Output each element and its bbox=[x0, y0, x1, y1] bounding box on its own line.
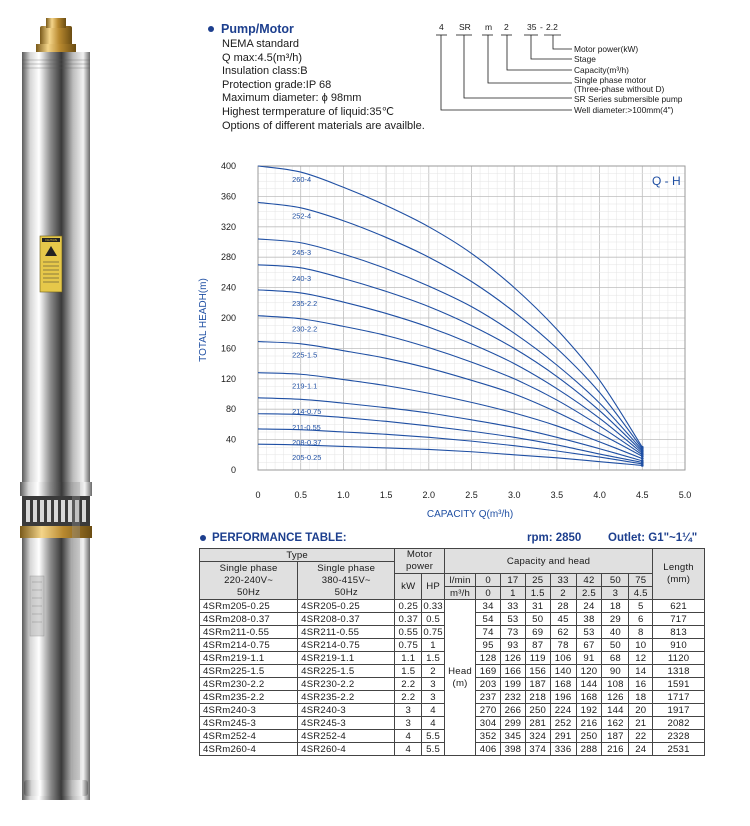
series-label: 205-0.25 bbox=[292, 453, 322, 463]
head-value: 108 bbox=[602, 678, 629, 691]
lmin-value: 33 bbox=[550, 574, 576, 587]
type-header: Type bbox=[200, 549, 395, 562]
head-value: 31 bbox=[525, 600, 550, 613]
model-code-diagram bbox=[430, 16, 720, 126]
series-label: 245-3 bbox=[292, 247, 312, 257]
hp-value: 3 bbox=[422, 678, 445, 691]
m3h-value: 2.5 bbox=[576, 587, 602, 600]
head-value: 54 bbox=[476, 613, 501, 626]
code-part-4: 4 bbox=[439, 22, 444, 32]
head-value: 266 bbox=[501, 704, 526, 717]
head-value: 93 bbox=[501, 639, 526, 652]
x-tick-label: 1.0 bbox=[337, 490, 350, 500]
head-value: 40 bbox=[602, 626, 629, 639]
x-tick-label: 4.0 bbox=[593, 490, 606, 500]
head-value: 67 bbox=[576, 639, 602, 652]
head-value: 73 bbox=[501, 626, 526, 639]
head-value: 224 bbox=[550, 704, 576, 717]
head-value: 62 bbox=[550, 626, 576, 639]
head-value: 324 bbox=[525, 730, 550, 743]
single-phase-voltage: 220-240V~ bbox=[224, 574, 274, 586]
hp-value: 2 bbox=[422, 665, 445, 678]
model-three: 4SR252-4 bbox=[298, 730, 395, 743]
head-value: 270 bbox=[476, 704, 501, 717]
model-three: 4SR245-3 bbox=[298, 717, 395, 730]
spec-line: Q max:4.5(m³/h) bbox=[222, 51, 303, 64]
head-value: 87 bbox=[525, 639, 550, 652]
kw-value: 3 bbox=[395, 704, 422, 717]
y-tick-label: 360 bbox=[220, 191, 236, 202]
head-value: 352 bbox=[476, 730, 501, 743]
x-tick-label: 3.0 bbox=[507, 490, 521, 500]
head-value: 8 bbox=[629, 626, 653, 639]
series-end-point bbox=[641, 455, 644, 458]
pump-motor-specs bbox=[208, 22, 438, 133]
length-value: 1120 bbox=[653, 652, 705, 665]
head-value: 345 bbox=[501, 730, 526, 743]
hp-value: 5.5 bbox=[422, 743, 445, 756]
y-tick-label: 400 bbox=[220, 161, 236, 171]
model-single: 4SRm240-3 bbox=[200, 704, 298, 717]
head-value: 169 bbox=[476, 665, 501, 678]
model-three: 4SR211-0.55 bbox=[298, 626, 395, 639]
head-value: 21 bbox=[629, 717, 653, 730]
length-value: 813 bbox=[653, 626, 705, 639]
head-value: 5 bbox=[629, 600, 653, 613]
three-phase-header bbox=[298, 562, 395, 600]
model-three: 4SR205-0.25 bbox=[298, 600, 395, 613]
performance-table bbox=[199, 548, 705, 756]
motor-power-header: Motor power bbox=[395, 549, 445, 574]
x-tick-label: 0.5 bbox=[294, 490, 307, 500]
x-tick-label: 1.5 bbox=[379, 490, 393, 500]
specs-title-text: Pump/Motor bbox=[221, 22, 294, 36]
code-label-stage: Stage bbox=[574, 54, 596, 64]
hp-value: 4 bbox=[422, 704, 445, 717]
chart-y-label: TOTAL HEADH(m) bbox=[198, 278, 209, 362]
caution-text: CAUTION bbox=[45, 239, 57, 243]
m3h-value: 1.5 bbox=[525, 587, 550, 600]
length-value: 1717 bbox=[653, 691, 705, 704]
head-value: 199 bbox=[501, 678, 526, 691]
kw-value: 4 bbox=[395, 743, 422, 756]
head-value: 28 bbox=[550, 600, 576, 613]
head-value: 162 bbox=[602, 717, 629, 730]
head-value: 69 bbox=[525, 626, 550, 639]
qh-chart bbox=[190, 156, 710, 526]
head-value: 281 bbox=[525, 717, 550, 730]
head-value: 237 bbox=[476, 691, 501, 704]
series-label: 260-4 bbox=[292, 175, 312, 184]
code-part-sr: SR bbox=[459, 22, 471, 32]
head-value: 140 bbox=[550, 665, 576, 678]
kw-value: 0.55 bbox=[395, 626, 422, 639]
head-value: 288 bbox=[576, 743, 602, 756]
head-value: 119 bbox=[525, 652, 550, 665]
three-phase-voltage: 380-415V~ bbox=[321, 574, 371, 586]
three-phase-label: Single phase bbox=[317, 562, 376, 574]
top-cap bbox=[22, 52, 90, 72]
code-part-2: 2 bbox=[504, 22, 509, 32]
series-label: 214-0.75 bbox=[292, 406, 322, 416]
chart-series bbox=[258, 166, 644, 467]
x-tick-label: 0 bbox=[255, 490, 261, 500]
length-value: 1917 bbox=[653, 704, 705, 717]
warning-label bbox=[40, 236, 62, 292]
model-single: 4SRm230-2.2 bbox=[200, 678, 298, 691]
model-single: 4SRm225-1.5 bbox=[200, 665, 298, 678]
head-value: 29 bbox=[602, 613, 629, 626]
head-value: 187 bbox=[602, 730, 629, 743]
head-value: 12 bbox=[629, 652, 653, 665]
series-label: 211-0.55 bbox=[292, 422, 321, 432]
head-value: 144 bbox=[576, 678, 602, 691]
head-value: 168 bbox=[550, 678, 576, 691]
m3h-header: m³/h bbox=[444, 587, 475, 600]
head-value: 196 bbox=[550, 691, 576, 704]
head-value: 192 bbox=[576, 704, 602, 717]
performance-table-body bbox=[200, 600, 705, 756]
model-single: 4SRm205-0.25 bbox=[200, 600, 298, 613]
single-phase-header bbox=[200, 562, 298, 600]
model-three: 4SR230-2.2 bbox=[298, 678, 395, 691]
lmin-value: 17 bbox=[501, 574, 526, 587]
head-value: 74 bbox=[476, 626, 501, 639]
head-value: 156 bbox=[525, 665, 550, 678]
x-tick-label: 2.0 bbox=[422, 490, 436, 500]
head-value: 232 bbox=[501, 691, 526, 704]
model-three: 4SR235-2.2 bbox=[298, 691, 395, 704]
lmin-value: 75 bbox=[629, 574, 653, 587]
head-value: 33 bbox=[501, 600, 526, 613]
brass-outlet bbox=[36, 18, 76, 52]
head-value: 126 bbox=[602, 691, 629, 704]
y-tick-label: 40 bbox=[225, 434, 236, 445]
kw-value: 4 bbox=[395, 730, 422, 743]
kw-value: 1.1 bbox=[395, 652, 422, 665]
lmin-value: 25 bbox=[525, 574, 550, 587]
code-label-capacity: Capacity(m³/h) bbox=[574, 65, 629, 75]
code-label-well-diameter: Well diameter:>100mm(4") bbox=[574, 105, 674, 115]
code-leader-lines bbox=[436, 35, 572, 110]
head-value: 291 bbox=[550, 730, 576, 743]
lmin-value: 50 bbox=[602, 574, 629, 587]
m3h-value: 1 bbox=[501, 587, 526, 600]
model-single: 4SRm235-2.2 bbox=[200, 691, 298, 704]
series-label: 252-4 bbox=[292, 211, 312, 221]
series-label: 225-1.5 bbox=[292, 350, 318, 360]
chart-y-ticks bbox=[221, 161, 236, 475]
bullet-dot bbox=[208, 26, 214, 32]
head-value: 45 bbox=[550, 613, 576, 626]
performance-table-header bbox=[200, 530, 705, 546]
length-value: 717 bbox=[653, 613, 705, 626]
head-value: 250 bbox=[525, 704, 550, 717]
model-three: 4SR225-1.5 bbox=[298, 665, 395, 678]
length-value: 1318 bbox=[653, 665, 705, 678]
head-value: 203 bbox=[476, 678, 501, 691]
lmin-value: 42 bbox=[576, 574, 602, 587]
head-value: 144 bbox=[602, 704, 629, 717]
outlet-text: Outlet: G1"~1¼" bbox=[608, 532, 698, 544]
head-value: 50 bbox=[525, 613, 550, 626]
series-label: 208-0.37 bbox=[292, 437, 322, 447]
table-row bbox=[200, 600, 705, 613]
head-value: 216 bbox=[602, 743, 629, 756]
head-value: 304 bbox=[476, 717, 501, 730]
model-single: 4SRm211-0.55 bbox=[200, 626, 298, 639]
code-part-m: m bbox=[485, 22, 493, 32]
head-value: 120 bbox=[576, 665, 602, 678]
hp-value: 0.75 bbox=[423, 626, 443, 638]
hp-value: 0.33 bbox=[423, 600, 443, 612]
head-value: 14 bbox=[629, 665, 653, 678]
head-value: 250 bbox=[576, 730, 602, 743]
motor-nameplate bbox=[30, 576, 44, 636]
m3h-value: 3 bbox=[602, 587, 629, 600]
head-value: 68 bbox=[602, 652, 629, 665]
m3h-value: 2 bbox=[550, 587, 576, 600]
model-single: 4SRm245-3 bbox=[200, 717, 298, 730]
spec-line: NEMA standard bbox=[222, 38, 300, 50]
x-tick-label: 3.5 bbox=[550, 490, 564, 500]
kw-value: 2.2 bbox=[395, 678, 422, 691]
kw-value: 1.5 bbox=[395, 665, 422, 678]
head-value: 20 bbox=[629, 704, 653, 717]
code-label-three-phase: (Three-phase without D) bbox=[574, 84, 665, 94]
model-three: 4SR214-0.75 bbox=[298, 639, 395, 652]
head-value: 168 bbox=[576, 691, 602, 704]
spec-line: Options of different materials are availble. bbox=[222, 119, 425, 132]
head-value: 53 bbox=[501, 613, 526, 626]
head-value: 24 bbox=[629, 743, 653, 756]
series-label: 235-2.2 bbox=[292, 298, 318, 308]
head-value: 398 bbox=[501, 743, 526, 756]
m3h-value: 0 bbox=[476, 587, 501, 600]
kw-value: 0.37 bbox=[395, 613, 422, 626]
lmin-header: l/min bbox=[444, 574, 475, 587]
head-value: 166 bbox=[501, 665, 526, 678]
model-single: 4SRm260-4 bbox=[200, 743, 298, 756]
lmin-value: 0 bbox=[476, 574, 501, 587]
length-value: 2082 bbox=[653, 717, 705, 730]
length-value: 1591 bbox=[653, 678, 705, 691]
model-three: 4SR208-0.37 bbox=[298, 613, 395, 626]
head-value: 24 bbox=[576, 600, 602, 613]
head-value: 126 bbox=[501, 652, 526, 665]
y-tick-label: 80 bbox=[225, 404, 236, 415]
y-tick-label: 160 bbox=[220, 343, 236, 354]
series-end-point bbox=[641, 457, 644, 460]
series-label: 240-3 bbox=[292, 273, 312, 283]
bottom-cap bbox=[24, 780, 88, 796]
kw-value: 3 bbox=[395, 717, 422, 730]
spec-line: Insulation class:B bbox=[222, 65, 308, 78]
hp-value: 1.5 bbox=[422, 652, 445, 665]
head-value: 6 bbox=[629, 613, 653, 626]
y-tick-label: 320 bbox=[220, 221, 236, 232]
y-tick-label: 200 bbox=[220, 313, 236, 323]
pump-illustration bbox=[0, 0, 120, 826]
kw-value: 0.75 bbox=[395, 639, 422, 652]
chart-x-label: CAPACITY Q(m³/h) bbox=[426, 509, 514, 520]
intake-strainer bbox=[20, 482, 92, 538]
head-value: 22 bbox=[629, 730, 653, 743]
head-value: 252 bbox=[550, 717, 576, 730]
head-value: 18 bbox=[629, 691, 653, 704]
head-value: 106 bbox=[550, 652, 576, 665]
code-part-35: 35 bbox=[527, 22, 537, 32]
performance-table-title: PERFORMANCE TABLE: bbox=[212, 532, 347, 544]
hp-value: 1 bbox=[422, 639, 445, 652]
head-value: 53 bbox=[576, 626, 602, 639]
single-phase-label: Single phase bbox=[219, 562, 278, 574]
head-value: 16 bbox=[629, 678, 653, 691]
spec-line: Maximum diameter: ϕ 98mm bbox=[222, 92, 362, 105]
head-value: 406 bbox=[476, 743, 501, 756]
kw-header: kW bbox=[395, 574, 422, 600]
head-value: 218 bbox=[525, 691, 550, 704]
hp-value: 5.5 bbox=[422, 730, 445, 743]
code-label-sr-series: SR Series submersible pump bbox=[574, 94, 683, 104]
head-value: 187 bbox=[525, 678, 550, 691]
chart-x-ticks bbox=[255, 490, 691, 500]
hp-value: 0.5 bbox=[422, 613, 445, 626]
m3h-value: 4.5 bbox=[629, 587, 653, 600]
chart-grid bbox=[258, 166, 685, 470]
head-value: 10 bbox=[629, 639, 653, 652]
head-value: 78 bbox=[550, 639, 576, 652]
head-value: 128 bbox=[476, 652, 501, 665]
length-value: 910 bbox=[653, 639, 705, 652]
spec-line: Protection grade:IP 68 bbox=[222, 78, 332, 91]
model-three: 4SR240-3 bbox=[298, 704, 395, 717]
hp-header: HP bbox=[422, 574, 445, 600]
head-value: 91 bbox=[576, 652, 602, 665]
head-value: 299 bbox=[501, 717, 526, 730]
length-value: 2328 bbox=[653, 730, 705, 743]
head-value: 336 bbox=[550, 743, 576, 756]
y-tick-label: 120 bbox=[220, 373, 236, 384]
head-label: Head (m) bbox=[444, 600, 475, 756]
head-value: 90 bbox=[602, 665, 629, 678]
series-label: 219-1.1 bbox=[292, 381, 318, 391]
x-tick-label: 2.5 bbox=[465, 490, 478, 500]
y-tick-label: 240 bbox=[220, 282, 236, 293]
x-tick-label: 5.0 bbox=[678, 490, 692, 500]
hp-value: 4 bbox=[422, 717, 445, 730]
y-tick-label: 280 bbox=[220, 252, 236, 263]
hp-value: 3 bbox=[422, 691, 445, 704]
head-value: 374 bbox=[525, 743, 550, 756]
model-single: 4SRm214-0.75 bbox=[200, 639, 298, 652]
bullet-dot bbox=[200, 535, 206, 541]
rpm-text: rpm: 2850 bbox=[527, 532, 582, 544]
code-part-22: 2.2 bbox=[546, 22, 558, 32]
code-label-motor-power: Motor power(kW) bbox=[574, 44, 639, 54]
series-end-point bbox=[641, 464, 644, 467]
head-value: 38 bbox=[576, 613, 602, 626]
head-value: 18 bbox=[602, 600, 629, 613]
three-phase-freq: 50Hz bbox=[334, 586, 358, 598]
head-value: 95 bbox=[476, 639, 501, 652]
model-three: 4SR260-4 bbox=[298, 743, 395, 756]
kw-value: 0.25 bbox=[395, 600, 422, 613]
head-value: 50 bbox=[602, 639, 629, 652]
specs-title bbox=[208, 22, 438, 36]
y-tick-label: 0 bbox=[230, 465, 236, 475]
capacity-head-header: Capacity and head bbox=[444, 549, 652, 574]
kw-value: 2.2 bbox=[395, 691, 422, 704]
model-single: 4SRm219-1.1 bbox=[200, 652, 298, 665]
code-part-dash: - bbox=[540, 22, 543, 32]
single-phase-freq: 50Hz bbox=[236, 586, 261, 598]
length-value: 2531 bbox=[653, 743, 705, 756]
specs-list bbox=[222, 38, 438, 133]
length-header: Length (mm) bbox=[653, 549, 705, 600]
model-three: 4SR219-1.1 bbox=[298, 652, 395, 665]
code-label-single-phase: Single phase motor bbox=[574, 75, 647, 85]
spec-line: Highest termperature of liquid:35℃ bbox=[222, 105, 394, 118]
chart-title: Q - H bbox=[652, 174, 681, 188]
length-value: 621 bbox=[653, 600, 705, 613]
model-single: 4SRm252-4 bbox=[200, 730, 298, 743]
cable-guard bbox=[72, 482, 80, 782]
model-single: 4SRm208-0.37 bbox=[200, 613, 298, 626]
head-value: 34 bbox=[476, 600, 501, 613]
series-label: 230-2.2 bbox=[292, 324, 318, 334]
head-value: 216 bbox=[576, 717, 602, 730]
x-tick-label: 4.5 bbox=[636, 490, 649, 500]
